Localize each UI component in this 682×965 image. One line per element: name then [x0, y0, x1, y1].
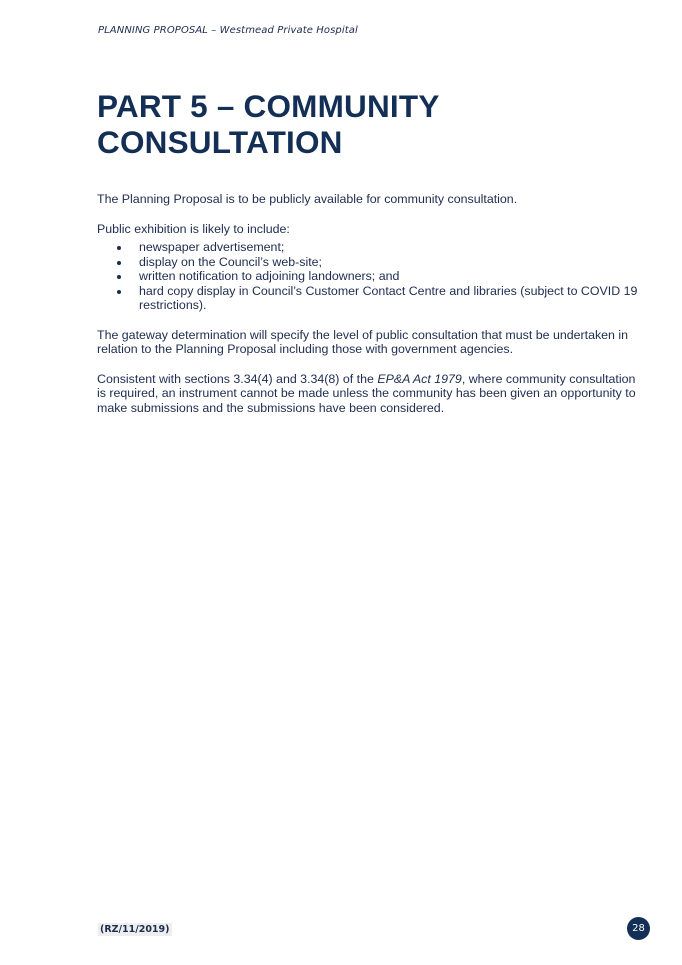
gateway-paragraph: The gateway determination will specify the level of public consultation that must be undertaken in relation to the Planning Proposal including those with government agencies. [97, 327, 629, 356]
list-item [97, 240, 642, 255]
consistency-text-after: , where community consultation is required, an instrument cannot be made unless the community has been given an opportunity to make submissions and the submissions have been considered. [97, 371, 636, 415]
list-item [97, 284, 642, 313]
list-item [97, 269, 642, 284]
intro-paragraph: The Planning Proposal is to be publicly available for community consultation. [97, 192, 518, 206]
exhibition-list [97, 240, 642, 313]
consistency-text-before: Consistent with sections 3.34(4) and 3.34(8) of the [97, 371, 378, 386]
bullet-icon [117, 246, 121, 250]
running-header: PLANNING PROPOSAL – Westmead Private Hospital [98, 25, 358, 36]
consistency-paragraph [97, 372, 642, 416]
list-intro-paragraph: Public exhibition is likely to include: [97, 221, 290, 236]
bullet-icon [117, 275, 121, 279]
list-item-text: hard copy display in Council’s Customer Contact Centre and libraries (subject to COVID 19 restrictions). [139, 283, 638, 312]
page-title: PART 5 – COMMUNITY CONSULTATION [97, 88, 439, 160]
list-item [97, 255, 642, 270]
bullet-icon [117, 261, 121, 265]
list-item-text: display on the Council’s web-site; [139, 254, 322, 269]
page-number-badge: 28 [627, 917, 650, 940]
list-item-text: newspaper advertisement; [139, 240, 285, 254]
act-name: EP&A Act 1979 [377, 371, 462, 386]
document-body [97, 192, 642, 415]
list-item-text: written notification to adjoining landowners; and [139, 269, 400, 283]
reference-number: (RZ/11/2019) [100, 924, 170, 935]
bullet-icon [117, 290, 121, 294]
